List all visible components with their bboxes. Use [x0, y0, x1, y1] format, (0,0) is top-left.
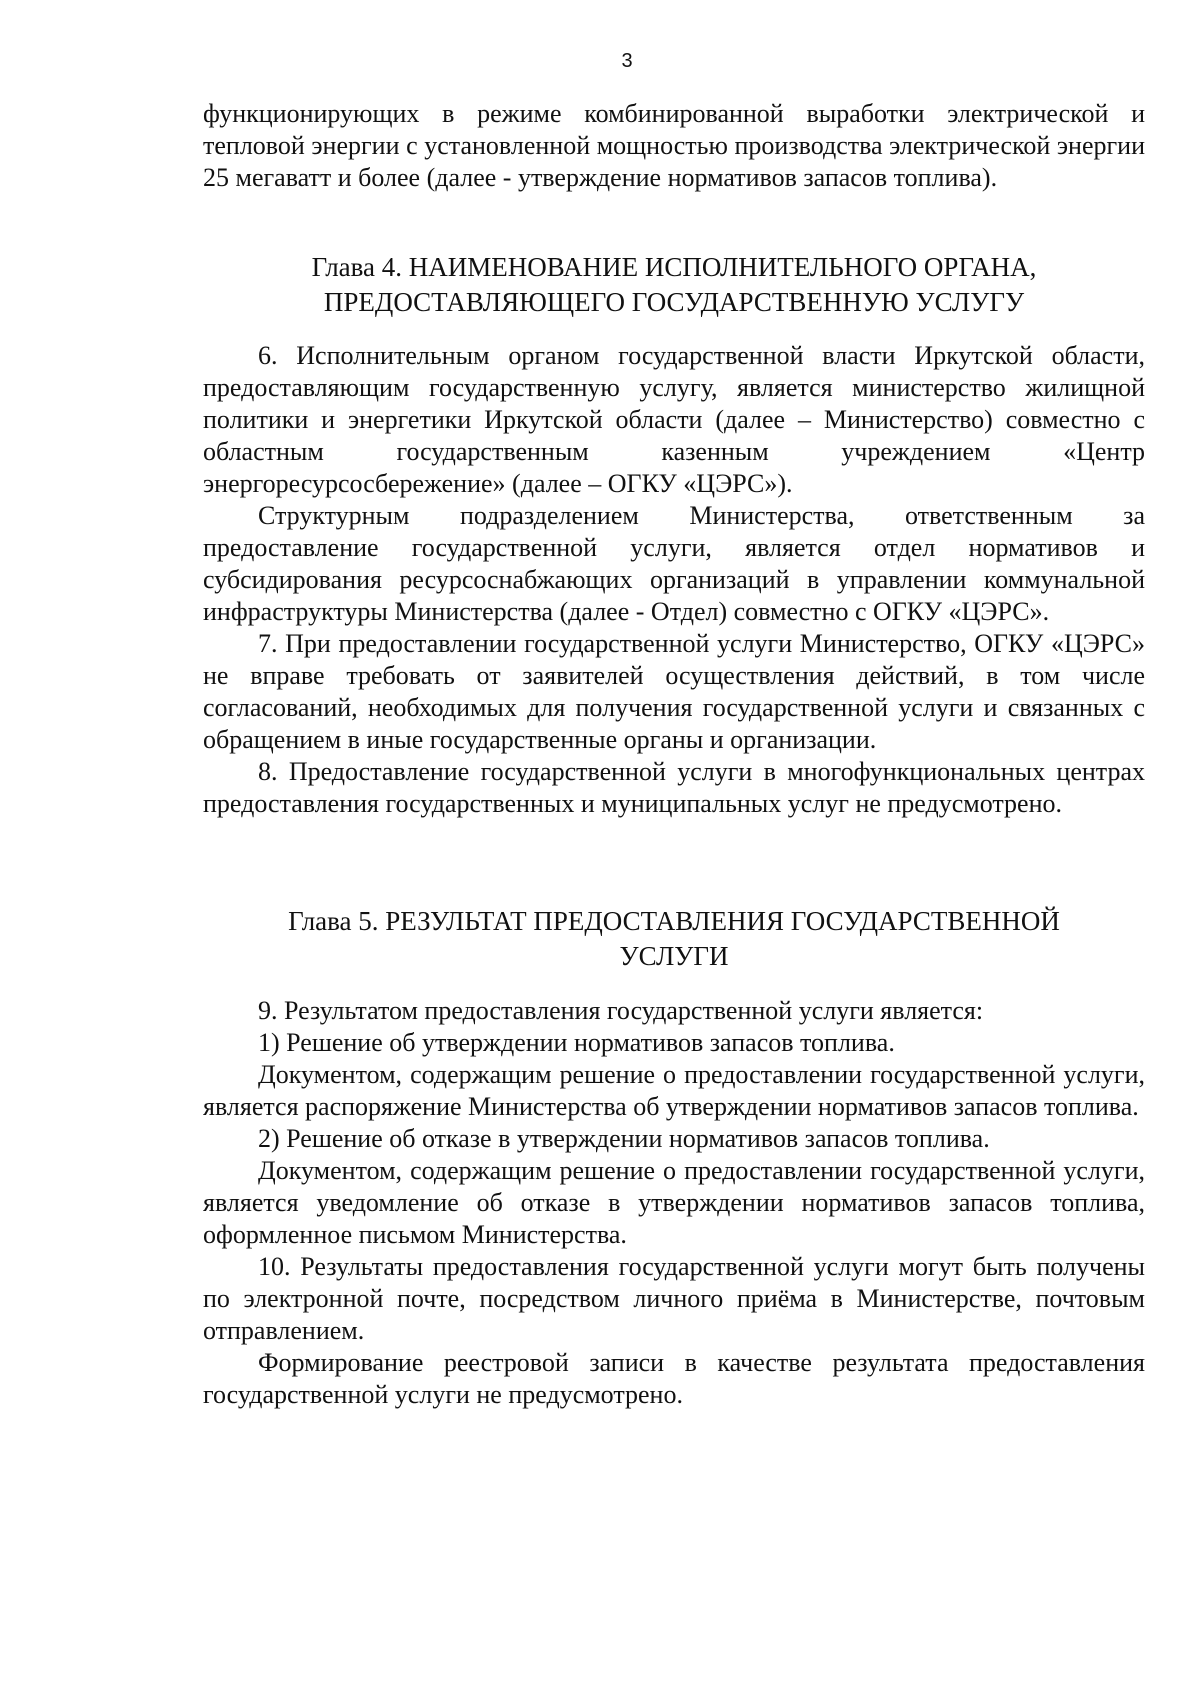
paragraph: 10. Результаты предоставления государственной услуги могут быть получены по электронной почте, посредством личного приёма в Министерстве, почтовым отправлением.	[203, 1252, 1145, 1345]
paragraph: 9. Результатом предоставления государственной услуги является:	[258, 996, 984, 1025]
paragraph: Структурным подразделением Министерства, ответственным за предоставление государственной услуги, является отдел нормативов и субсидирования ресурсоснабжающих организаций в управлении коммунальной инфраструктуры Министерства (далее - Отдел) совместно с ОГКУ «ЦЭРС».	[203, 501, 1145, 626]
paragraph: 6. Исполнительным органом государственной власти Иркутской области, предоставляющим государственную услугу, является министерство жилищной политики и энергетики Иркутской области (далее – Министерство) совместно с областным государственным казенным учреждением «Центр энергоресурсосбережение» (далее – ОГКУ «ЦЭРС»).	[203, 341, 1145, 498]
paragraph: функционирующих в режиме комбинированной выработки электрической и тепловой энергии с установленной мощностью производства электрической энергии 25 мегаватт и более (далее - утверждение нормативов запасов топлива).	[203, 99, 1145, 192]
intro-text	[203, 98, 1145, 194]
paragraph: 1) Решение об утверждении нормативов запасов топлива.	[258, 1028, 895, 1057]
chapter-4-heading	[203, 250, 1145, 320]
chapter-5-heading	[203, 904, 1145, 974]
paragraph: 8. Предоставление государственной услуги в многофункциональных центрах предоставления государственных и муниципальных услуг не предусмотрено.	[203, 757, 1145, 818]
chapter-4-body	[203, 340, 1145, 820]
chapter-title-line: Глава 4. НАИМЕНОВАНИЕ ИСПОЛНИТЕЛЬНОГО ОРГАНА,	[311, 252, 1037, 282]
chapter-5-body	[203, 995, 1145, 1411]
chapter-title-line: Глава 5. РЕЗУЛЬТАТ ПРЕДОСТАВЛЕНИЯ ГОСУДАРСТВЕННОЙ	[288, 906, 1060, 936]
chapter-title-line: УСЛУГИ	[619, 941, 729, 971]
paragraph: 7. При предоставлении государственной услуги Министерство, ОГКУ «ЦЭРС» не вправе требовать от заявителей осуществления действий, в том числе согласований, необходимых для получения государственной услуги и связанных с обращением в иные государственные органы и организации.	[203, 629, 1145, 754]
paragraph: Формирование реестровой записи в качестве результата предоставления государственной услуги не предусмотрено.	[203, 1348, 1145, 1409]
paragraph: 2) Решение об отказе в утверждении нормативов запасов топлива.	[258, 1124, 990, 1153]
paragraph: Документом, содержащим решение о предоставлении государственной услуги, является распоряжение Министерства об утверждении нормативов запасов топлива.	[203, 1060, 1145, 1121]
paragraph: Документом, содержащим решение о предоставлении государственной услуги, является уведомление об отказе в утверждении нормативов запасов топлива, оформленное письмом Министерства.	[203, 1156, 1145, 1249]
page-number: 3	[621, 50, 633, 72]
chapter-title-line: ПРЕДОСТАВЛЯЮЩЕГО ГОСУДАРСТВЕННУЮ УСЛУГУ	[323, 287, 1025, 317]
